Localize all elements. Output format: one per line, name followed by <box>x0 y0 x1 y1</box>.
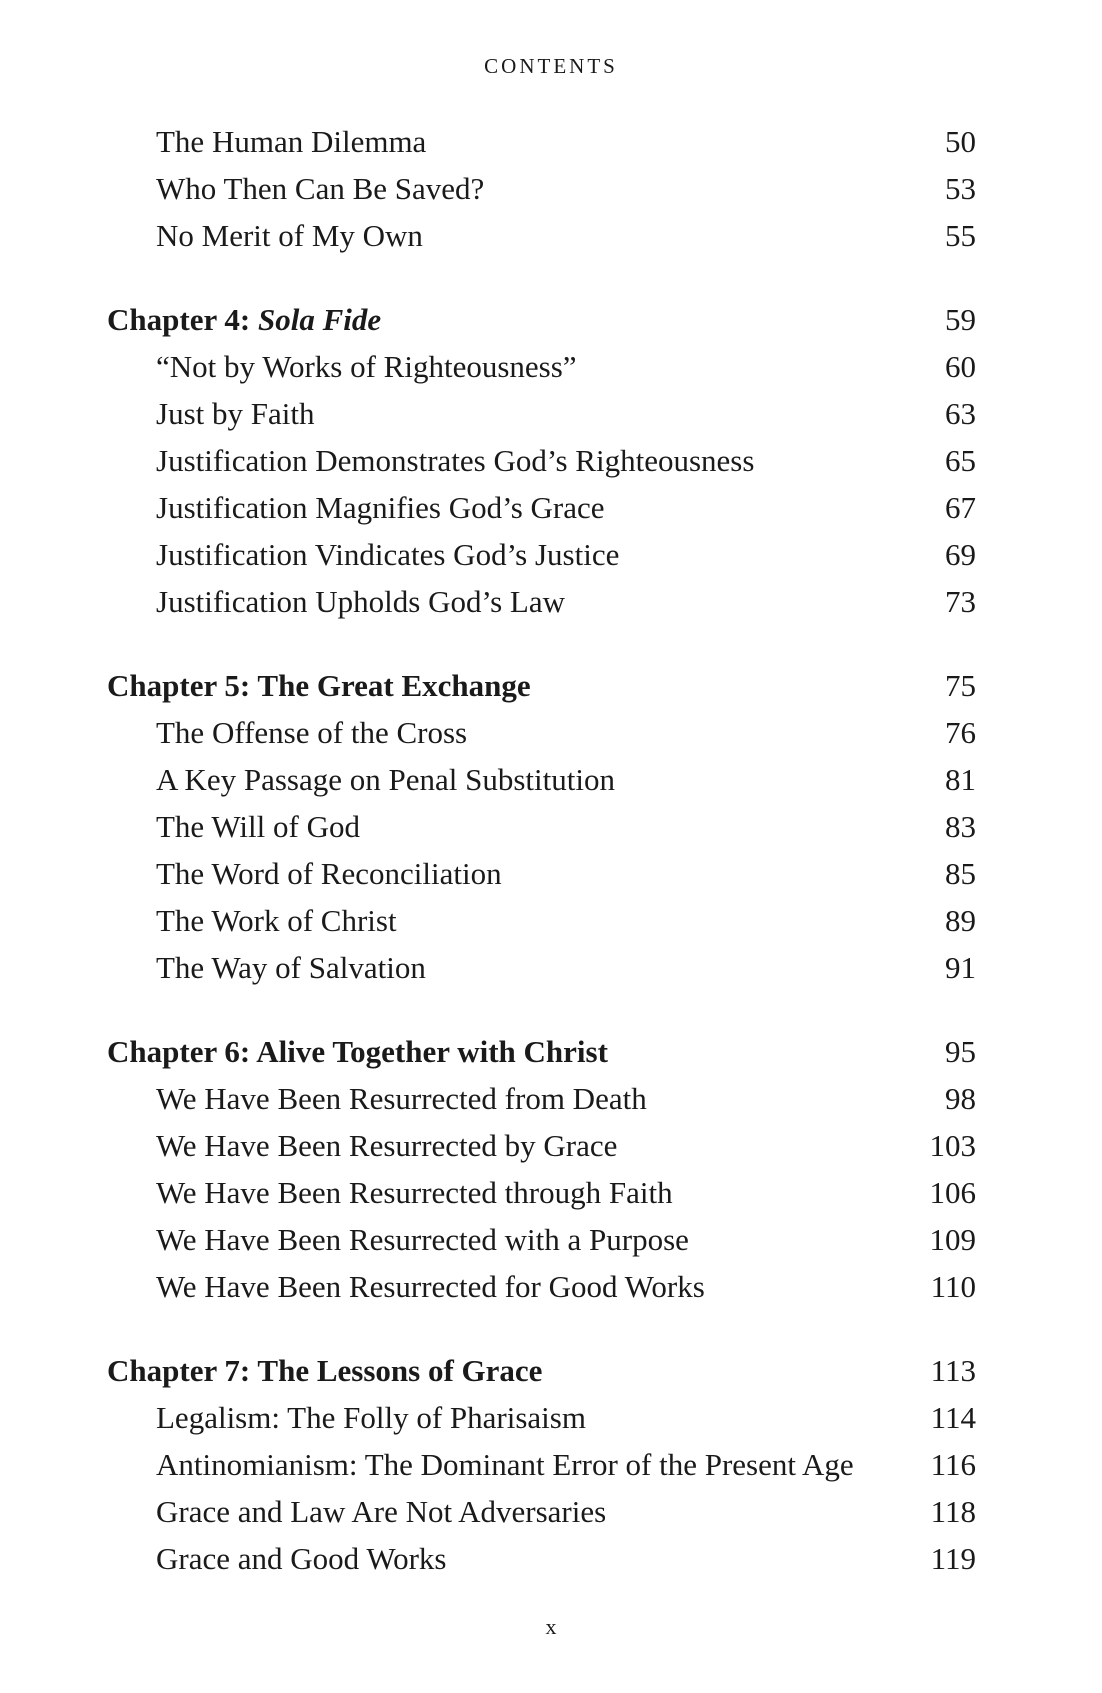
toc-entry-page: 63 <box>945 396 976 431</box>
table-of-contents <box>0 118 1102 1582</box>
section-gap <box>0 1310 1102 1347</box>
toc-entry-page: 103 <box>929 1128 976 1163</box>
toc-chapter-7[interactable] <box>0 1347 1102 1394</box>
toc-entry[interactable] <box>0 756 1102 803</box>
toc-entry-title: Legalism: The Folly of Pharisaism <box>156 1400 586 1435</box>
toc-entry-page: 110 <box>930 1269 976 1304</box>
toc-entry-page: 53 <box>945 171 976 206</box>
toc-entry[interactable] <box>0 1488 1102 1535</box>
toc-chapter-page: 75 <box>945 668 976 703</box>
toc-chapter-page: 113 <box>930 1353 976 1388</box>
toc-entry-title: We Have Been Resurrected with a Purpose <box>156 1222 689 1257</box>
toc-entry-title: We Have Been Resurrected by Grace <box>156 1128 618 1163</box>
toc-chapter-6[interactable] <box>0 1028 1102 1075</box>
toc-entry-title: No Merit of My Own <box>156 218 423 253</box>
toc-entry-page: 73 <box>945 584 976 619</box>
toc-entry-page: 76 <box>945 715 976 750</box>
toc-entry-title: “Not by Works of Righteousness” <box>156 349 577 384</box>
toc-entry[interactable] <box>0 437 1102 484</box>
toc-chapter-page: 95 <box>945 1034 976 1069</box>
toc-chapter-title: Chapter 7: The Lessons of Grace <box>107 1353 543 1388</box>
toc-entry-page: 69 <box>945 537 976 572</box>
toc-entry-page: 116 <box>930 1447 976 1482</box>
toc-entry[interactable] <box>0 343 1102 390</box>
toc-entry-title: Antinomianism: The Dominant Error of the Present Age <box>156 1447 854 1482</box>
toc-entry-page: 118 <box>930 1494 976 1529</box>
toc-entry-page: 65 <box>945 443 976 478</box>
section-gap <box>0 991 1102 1028</box>
toc-entry[interactable] <box>0 212 1102 259</box>
toc-entry-page: 85 <box>945 856 976 891</box>
toc-entry[interactable] <box>0 1535 1102 1582</box>
toc-entry[interactable] <box>0 1122 1102 1169</box>
section-gap <box>0 625 1102 662</box>
toc-entry[interactable] <box>0 944 1102 991</box>
toc-entry[interactable] <box>0 850 1102 897</box>
toc-entry-title: The Way of Salvation <box>156 950 426 985</box>
chapter-title-italic: Sola Fide <box>257 302 382 337</box>
toc-entry-page: 91 <box>945 950 976 985</box>
toc-entry[interactable] <box>0 118 1102 165</box>
chapter-prefix: Chapter 4: <box>107 302 258 337</box>
toc-chapter-page: 59 <box>945 302 976 337</box>
toc-entry-page: 109 <box>929 1222 976 1257</box>
toc-entry-title: The Will of God <box>156 809 360 844</box>
toc-entry[interactable] <box>0 803 1102 850</box>
toc-entry-title: We Have Been Resurrected for Good Works <box>156 1269 705 1304</box>
toc-entry[interactable] <box>0 1216 1102 1263</box>
toc-entry-title: Just by Faith <box>156 396 315 431</box>
toc-entry[interactable] <box>0 1441 1102 1488</box>
toc-chapter-4[interactable] <box>0 296 1102 343</box>
toc-entry[interactable] <box>0 484 1102 531</box>
toc-entry-page: 67 <box>945 490 976 525</box>
page-number: x <box>545 1614 557 1639</box>
section-gap <box>0 259 1102 296</box>
toc-entry-page: 81 <box>945 762 976 797</box>
toc-entry[interactable] <box>0 1169 1102 1216</box>
toc-entry-title: Justification Upholds God’s Law <box>156 584 565 619</box>
toc-entry[interactable] <box>0 709 1102 756</box>
toc-entry-title: Grace and Law Are Not Adversaries <box>156 1494 607 1529</box>
toc-entry-title: We Have Been Resurrected from Death <box>156 1081 647 1116</box>
toc-entry-page: 119 <box>930 1541 976 1576</box>
toc-chapter-5[interactable] <box>0 662 1102 709</box>
toc-entry-title: We Have Been Resurrected through Faith <box>156 1175 673 1210</box>
toc-entry-title: The Human Dilemma <box>156 124 427 159</box>
toc-entry-page: 83 <box>945 809 976 844</box>
toc-entry[interactable] <box>0 390 1102 437</box>
toc-entry-page: 60 <box>945 349 976 384</box>
toc-entry[interactable] <box>0 1394 1102 1441</box>
toc-entry-page: 106 <box>929 1175 976 1210</box>
toc-entry-page: 89 <box>945 903 976 938</box>
toc-entry-title: The Word of Reconciliation <box>156 856 502 891</box>
toc-chapter-title <box>107 296 381 343</box>
toc-entry-title: The Offense of the Cross <box>156 715 468 750</box>
toc-entry[interactable] <box>0 897 1102 944</box>
toc-entry-title: Justification Demonstrates God’s Righteousness <box>156 443 755 478</box>
toc-entry[interactable] <box>0 531 1102 578</box>
toc-entry-title: Justification Vindicates God’s Justice <box>156 537 620 572</box>
toc-chapter-title: Chapter 5: The Great Exchange <box>107 668 531 703</box>
toc-entry-title: The Work of Christ <box>156 903 397 938</box>
toc-entry-title: Grace and Good Works <box>156 1541 447 1576</box>
toc-entry[interactable] <box>0 1263 1102 1310</box>
toc-entry-page: 114 <box>930 1400 976 1435</box>
toc-entry[interactable] <box>0 165 1102 212</box>
toc-entry-page: 50 <box>945 124 976 159</box>
toc-entry-title: Who Then Can Be Saved? <box>156 171 485 206</box>
toc-entry-title: A Key Passage on Penal Substitution <box>156 762 615 797</box>
toc-entry[interactable] <box>0 1075 1102 1122</box>
toc-entry-title: Justification Magnifies God’s Grace <box>156 490 605 525</box>
toc-entry-page: 55 <box>945 218 976 253</box>
running-header: CONTENTS <box>484 54 618 78</box>
toc-entry[interactable] <box>0 578 1102 625</box>
toc-chapter-title: Chapter 6: Alive Together with Christ <box>107 1034 608 1069</box>
toc-entry-page: 98 <box>945 1081 976 1116</box>
